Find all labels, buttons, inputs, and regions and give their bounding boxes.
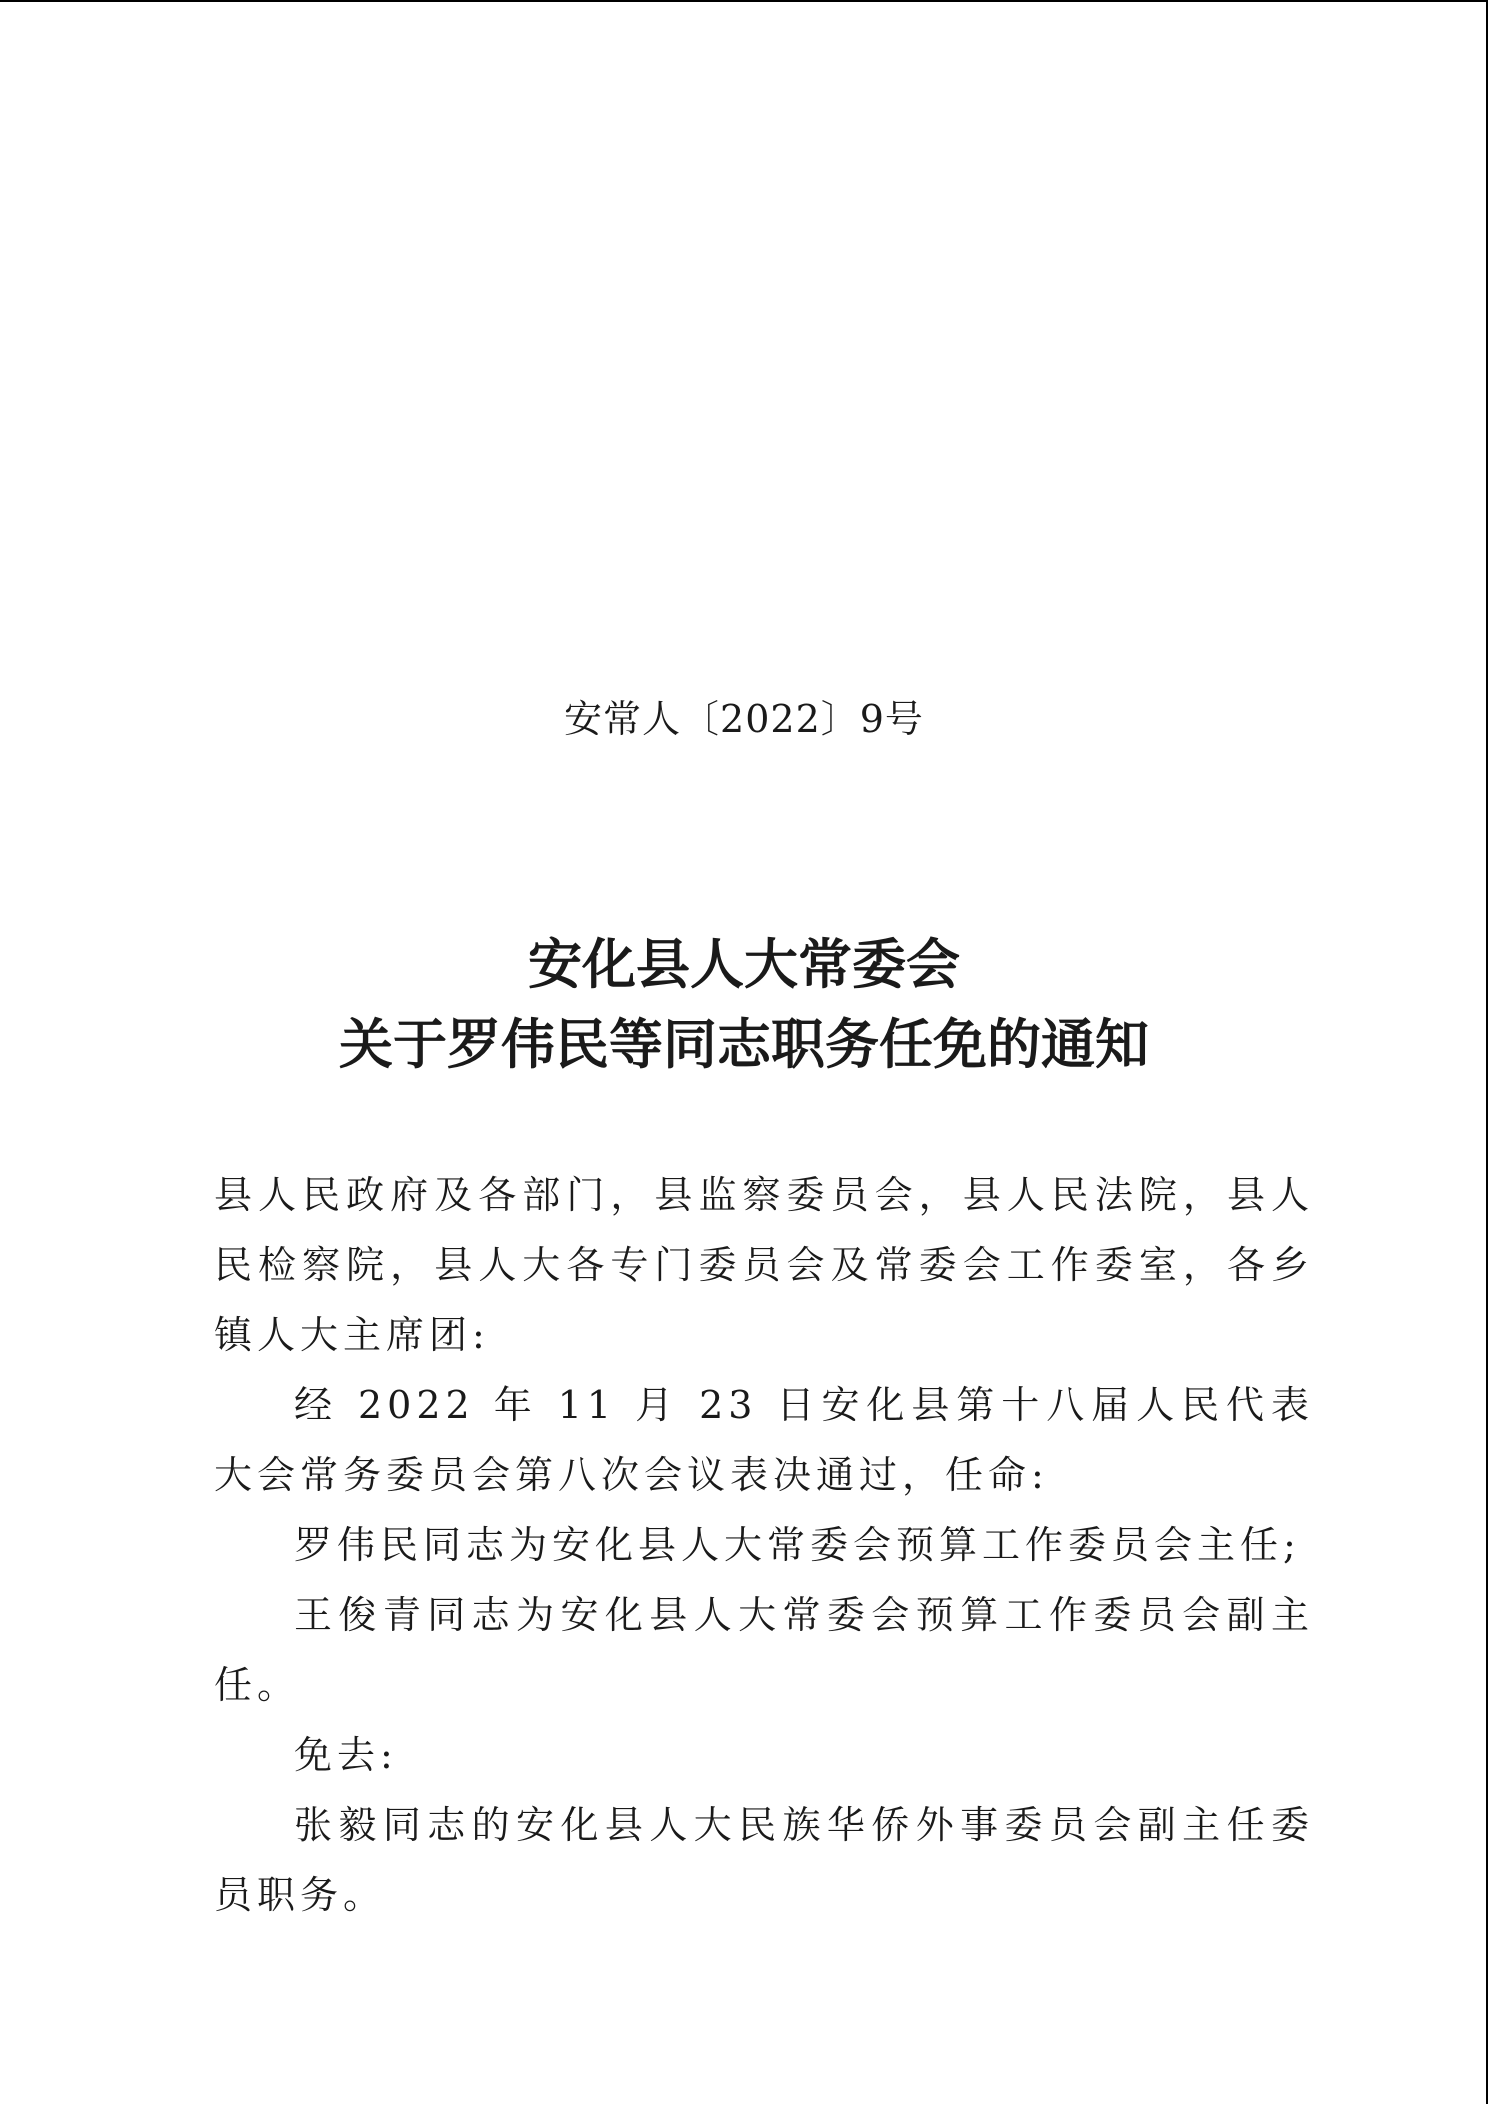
- title-line-2: 关于罗伟民等同志职务任免的通知: [339, 1012, 1149, 1076]
- page-border-top: [0, 0, 1488, 2]
- appointment-paragraph-1: 罗伟民同志为安化县人大常委会预算工作委员会主任;: [294, 1523, 1301, 1567]
- addressee-paragraph: 县人民政府及各部门，县监察委员会，县人民法院，县人民检察院，县人大各专门委员会及常委会工作委室，各乡镇人大主席团:: [214, 1173, 1314, 1357]
- intro-paragraph: 经 2022 年 11 月 23 日安化县第十八届人民代表大会常务委员会第八次会议表决通过，任命:: [214, 1383, 1314, 1497]
- document-title: [0, 924, 1488, 1084]
- removal-paragraph-1: 张毅同志的安化县人大民族华侨外事委员会副主任委员职务。: [214, 1803, 1314, 1917]
- appointment-paragraph-2: 王俊青同志为安化县人大常委会预算工作委员会副主任。: [214, 1593, 1314, 1707]
- document-number: 安常人〔2022〕9号: [564, 697, 924, 741]
- document-body: [214, 1160, 1314, 1930]
- removal-heading: 免去:: [294, 1733, 398, 1777]
- title-line-1: 安化县人大常委会: [528, 932, 960, 996]
